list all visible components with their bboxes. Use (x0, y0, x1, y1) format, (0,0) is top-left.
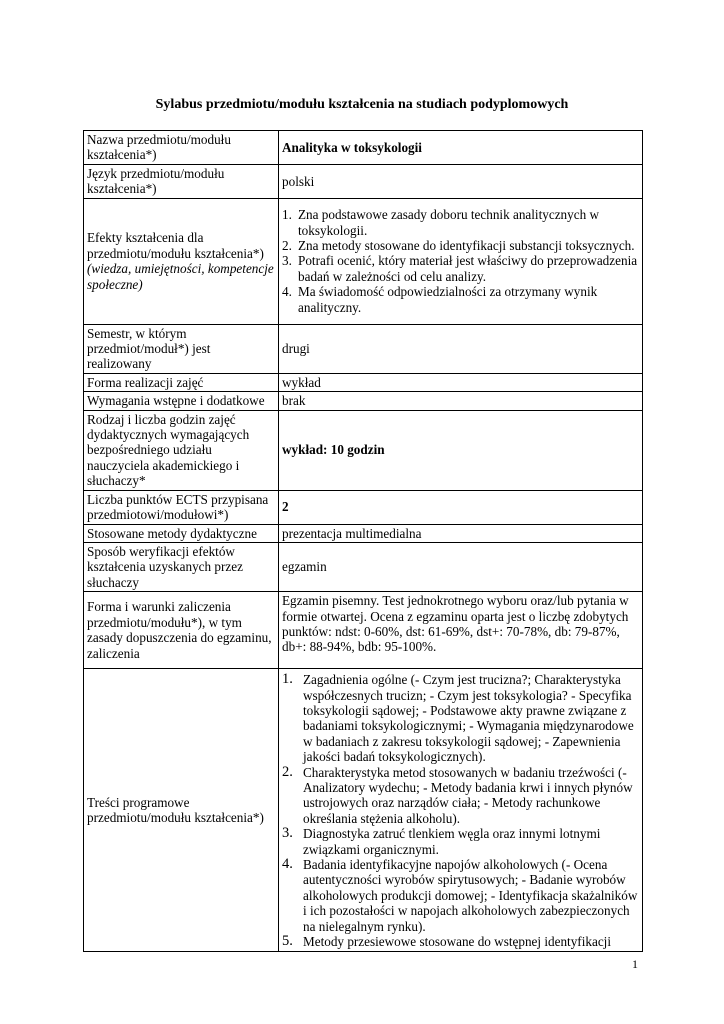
table-row (84, 392, 643, 410)
row-label: Wymagania wstępne i dodatkowe (84, 392, 279, 410)
list-item: 3. Potrafi ocenić, który materiał jest właściwy do przeprowadzenia badań w zależności od celu analizy. (282, 253, 638, 284)
form-value: wykład (279, 373, 643, 391)
page-number: 1 (632, 957, 638, 971)
learning-outcomes-label-italic: (wiedza, umiejętności, kompetencje społeczne) (87, 261, 274, 292)
verification-value: egzamin (279, 542, 643, 591)
learning-outcomes-list (282, 207, 639, 315)
table-row (84, 669, 643, 952)
table-row (84, 542, 643, 591)
semester-value: drugi (279, 324, 643, 373)
list-item: 2. Zna metody stosowane do identyfikacji substancji toksycznych. (282, 238, 635, 254)
table-row (84, 131, 643, 165)
table-row (84, 164, 643, 198)
row-label: Stosowane metody dydaktyczne (84, 524, 279, 542)
ects-value: 2 (279, 490, 643, 524)
table-row (84, 490, 643, 524)
program-content-list (282, 672, 639, 949)
row-label: Sposób weryfikacji efektów kształcenia uzyskanych przez słuchaczy (84, 542, 279, 591)
language-value: polski (279, 164, 643, 198)
row-label (84, 198, 279, 324)
list-item: 4. Ma świadomość odpowiedzialności za otrzymany wynik analityczny. (282, 284, 598, 315)
syllabus-table (83, 130, 643, 952)
row-label: Treści programowe przedmiotu/modułu kształcenia*) (84, 669, 279, 952)
row-label: Rodzaj i liczba godzin zajęć dydaktycznych wymagających bezpośredniego udziału nauczyciela akademickiego i słuchaczy* (84, 410, 279, 490)
learning-outcomes-cell (279, 198, 643, 324)
exam-conditions-value: Egzamin pisemny. Test jednokrotnego wyboru oraz/lub pytania w formie otwartej. Ocena z egzaminu oparta jest o liczbę zdobytych punktów: ndst: 0-60%, dst: 61-69%, dst+: 70-78%, db: 79-87%, db+: 88-94%, bdb: 95-100%. (279, 592, 643, 669)
table-row (84, 524, 643, 542)
learning-outcomes-label: Efekty kształcenia dla przedmiotu/modułu kształcenia*) (87, 230, 264, 261)
list-item: 2. Charakterystyka metod stosowanych w badaniu trzeźwości (- Analizatory wydechu; - Metody badania krwi i innych płynów ustrojowych oraz narządów ciała; - Metody rachunkowe określania stężenia alkoholu). (282, 763, 633, 826)
table-row (84, 198, 643, 324)
list-item: 5. Metody przesiewowe stosowane do wstępnej identyfikacji (282, 933, 611, 950)
row-label: Forma i warunki zaliczenia przedmiotu/modułu*), w tym zasady dopuszczenia do egzaminu, zaliczenia (84, 592, 279, 669)
table-row (84, 373, 643, 391)
list-item: 4. Badania identyfikacyjne napojów alkoholowych (- Ocena autentyczności wyrobów spirytusowych; - Badanie wyrobów alkoholowych produkcji domowej; - Identyfikacja skażalników i ich pozostałości w napojach alkoholowych zabezpieczonych na nielegalnym rynku). (282, 856, 638, 934)
list-item: 1. Zna podstawowe zasady doboru technik analitycznych w toksykologii. (282, 207, 600, 238)
methods-value: prezentacja multimedialna (279, 524, 643, 542)
program-content-cell (279, 669, 643, 952)
table-row (84, 324, 643, 373)
hours-value: wykład: 10 godzin (279, 410, 643, 490)
row-label: Język przedmiotu/modułu kształcenia*) (84, 164, 279, 198)
table-row (84, 410, 643, 490)
row-label: Semestr, w którym przedmiot/moduł*) jest realizowany (84, 324, 279, 373)
row-label: Liczba punktów ECTS przypisana przedmiotowi/modułowi*) (84, 490, 279, 524)
course-name-value: Analityka w toksykologii (279, 131, 643, 165)
table-row (84, 592, 643, 669)
list-item: 1. Zagadnienia ogólne (- Czym jest trucizna?; Charakterystyka współczesnych trucizn; - Czym jest toksykologia? - Specyfika toksykologii sądowej; - Podstawowe akty prawne związane z badaniami toksykologicznymi; - Wymagania międzynarodowe w badaniach z zakresu toksykologii sądowej; - Zapewnienia jakości badań toksykologicznych). (282, 671, 634, 765)
row-label: Forma realizacji zajęć (84, 373, 279, 391)
page-title: Sylabus przedmiotu/modułu kształcenia na studiach podyplomowych (155, 97, 569, 112)
row-label: Nazwa przedmiotu/modułu kształcenia*) (84, 131, 279, 165)
list-item: 3. Diagnostyka zatruć tlenkiem węgla oraz innymi lotnymi związkami organicznymi. (282, 825, 601, 857)
requirements-value: brak (279, 392, 643, 410)
